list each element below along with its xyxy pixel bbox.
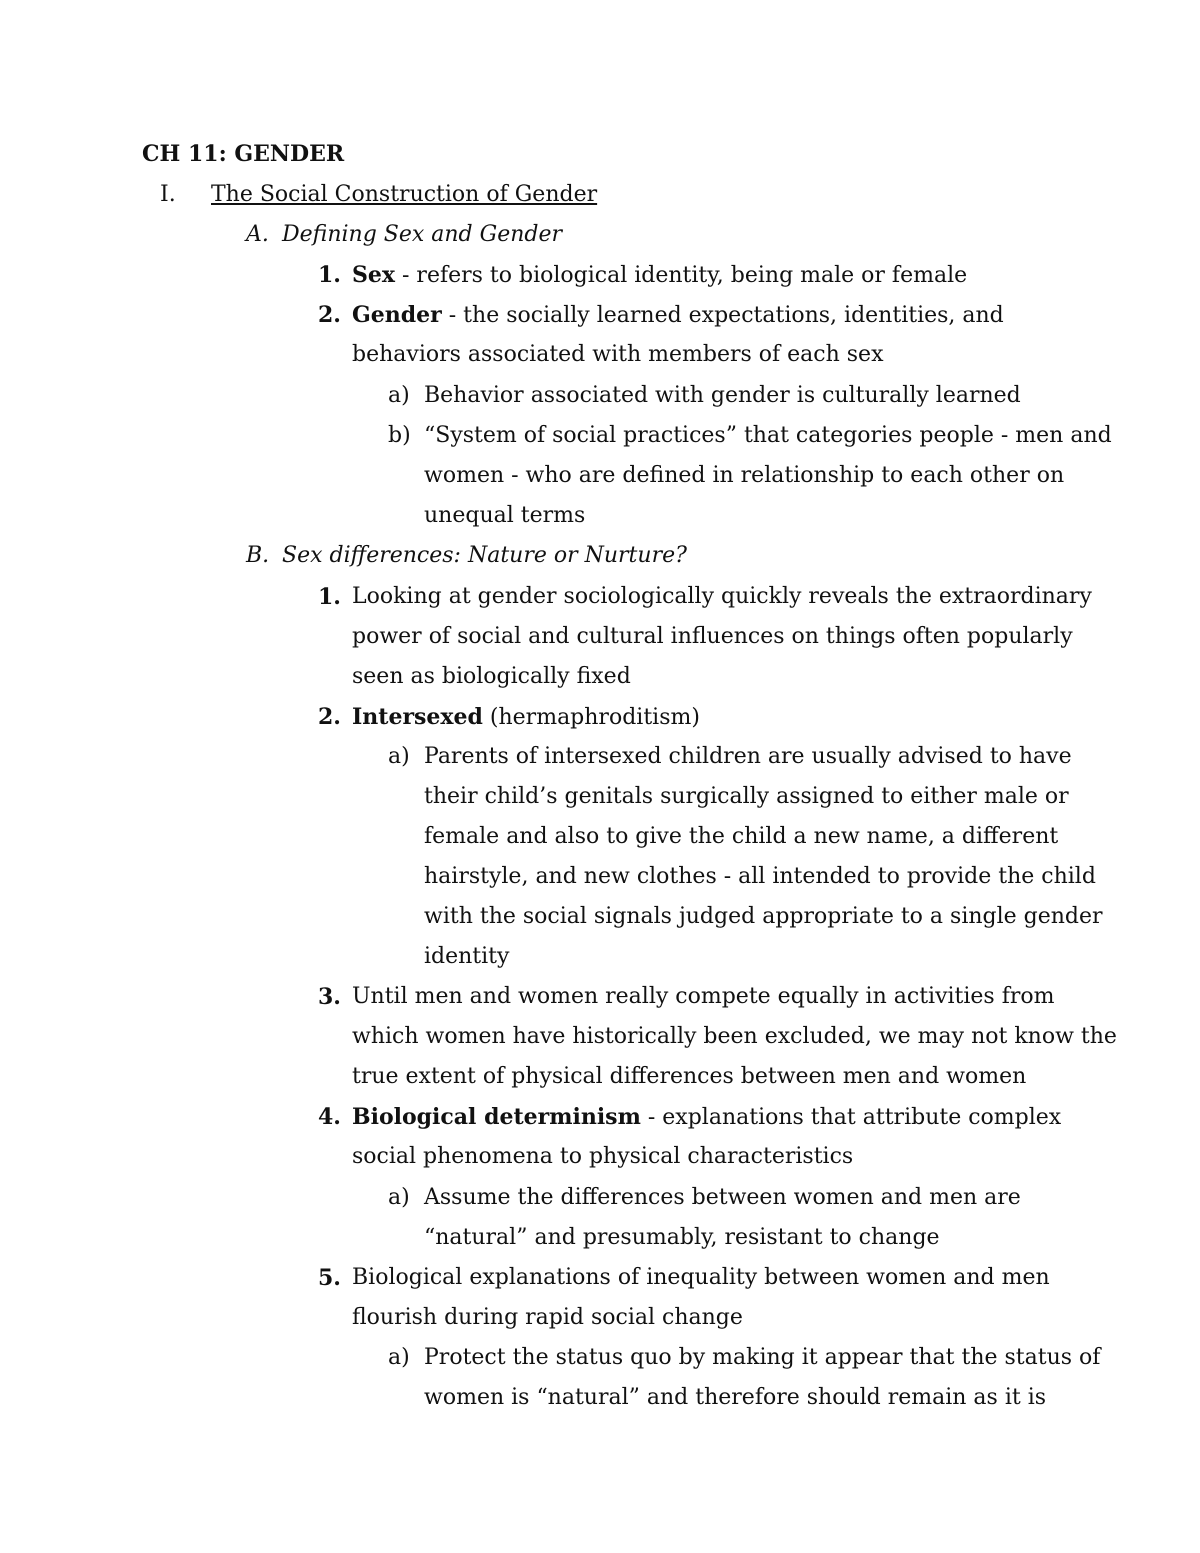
- list-item-continuation: flourish during rapid social change: [352, 1305, 743, 1330]
- list-marker: 2.: [318, 302, 341, 328]
- term-biological-determinism: Biological determinism: [352, 1104, 641, 1130]
- sublist-item-continuation: women is “natural” and therefore should remain as it is: [424, 1385, 1047, 1410]
- list-marker: 5.: [318, 1265, 341, 1291]
- sublist-item-continuation: hairstyle, and new clothes - all intended to provide the child: [424, 864, 1096, 889]
- list-marker: 3.: [318, 984, 341, 1010]
- list-item: Biological explanations of inequality between women and men: [352, 1265, 1050, 1290]
- sublist-item-continuation: unequal terms: [424, 503, 586, 528]
- sublist-marker: a): [388, 1345, 410, 1370]
- list-item-continuation: behaviors associated with members of each sex: [352, 342, 884, 367]
- sublist-marker: b): [388, 423, 411, 448]
- list-item-continuation: true extent of physical differences between men and women: [352, 1064, 1027, 1089]
- sublist-marker: a): [388, 744, 410, 769]
- list-item: [352, 260, 967, 291]
- sublist-marker: a): [388, 383, 410, 408]
- term-intersexed: Intersexed: [352, 704, 483, 730]
- sublist-marker: a): [388, 1185, 410, 1210]
- sublist-item: Behavior associated with gender is culturally learned: [424, 383, 1021, 408]
- list-marker: 1.: [318, 584, 341, 610]
- list-item-continuation: social phenomena to physical characteristics: [352, 1144, 854, 1169]
- subsection-b-marker: B.: [246, 543, 270, 568]
- subsection-a-heading: Defining Sex and Gender: [282, 222, 563, 247]
- list-item: Until men and women really compete equally in activities from: [352, 984, 1055, 1009]
- sublist-item-continuation: with the social signals judged appropriate to a single gender: [424, 904, 1103, 929]
- sublist-item-continuation: “natural” and presumably, resistant to change: [424, 1225, 940, 1250]
- list-item: Looking at gender sociologically quickly reveals the extraordinary: [352, 584, 1092, 609]
- list-item: [352, 702, 700, 733]
- sublist-item: Assume the differences between women and men are: [424, 1185, 1021, 1210]
- term-gender: Gender: [352, 302, 442, 328]
- list-item: [352, 300, 1004, 331]
- page-title: CH 11: GENDER: [142, 141, 345, 167]
- list-marker: 4.: [318, 1104, 341, 1130]
- sublist-item: Protect the status quo by making it appear that the status of: [424, 1345, 1101, 1370]
- sublist-item-continuation: female and also to give the child a new name, a different: [424, 824, 1059, 849]
- list-item: [352, 1102, 1061, 1133]
- section-heading: The Social Construction of Gender: [211, 182, 598, 207]
- list-item-continuation: power of social and cultural influences on things often popularly: [352, 624, 1073, 649]
- list-marker: 2.: [318, 704, 341, 730]
- definition-gender: - the socially learned expectations, identities, and: [441, 303, 1004, 328]
- sublist-item: “System of social practices” that categories people - men and: [424, 423, 1112, 448]
- list-item-continuation: seen as biologically fixed: [352, 664, 631, 689]
- sublist-item-continuation: identity: [424, 944, 510, 969]
- term-sex: Sex: [352, 262, 396, 288]
- definition-intersexed: (hermaphroditism): [482, 705, 700, 730]
- list-marker: 1.: [318, 262, 341, 288]
- definition-sex: - refers to biological identity, being male or female: [395, 263, 968, 288]
- sublist-item-continuation: women - who are defined in relationship to each other on: [424, 463, 1065, 488]
- sublist-item: Parents of intersexed children are usually advised to have: [424, 744, 1072, 769]
- sublist-item-continuation: their child’s genitals surgically assigned to either male or: [424, 784, 1069, 809]
- definition-biological-determinism: - explanations that attribute complex: [640, 1105, 1062, 1130]
- section-marker: I.: [160, 182, 176, 207]
- subsection-a-marker: A.: [246, 222, 269, 247]
- list-item-continuation: which women have historically been excluded, we may not know the: [352, 1024, 1117, 1049]
- subsection-b-heading: Sex differences: Nature or Nurture?: [282, 543, 687, 568]
